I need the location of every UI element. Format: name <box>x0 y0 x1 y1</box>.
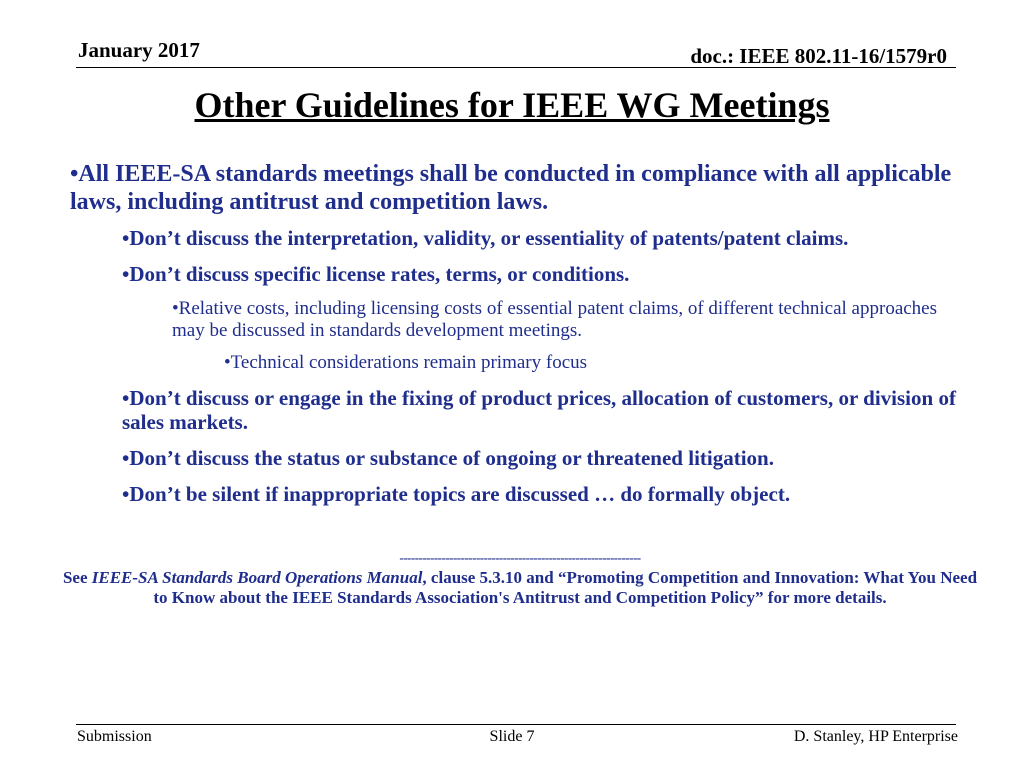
bullet-license-rates: •Don’t discuss specific license rates, terms, or conditions. <box>122 262 630 286</box>
header-rule <box>76 67 956 68</box>
bullet-object: •Don’t be silent if inappropriate topics are discussed … do formally object. <box>122 482 791 506</box>
bullet-compliance: •All IEEE-SA standards meetings shall be conducted in compliance with all applicable laws, including antitrust and competition laws. <box>70 161 952 215</box>
footer-slide-number: Slide 7 <box>489 728 535 745</box>
bullet-patents: •Don’t discuss the interpretation, validity, or essentiality of patents/patent claims. <box>122 226 849 250</box>
note-prefix: See <box>62 568 92 587</box>
reference-note <box>60 548 980 608</box>
bullet-pricing: •Don’t discuss or engage in the fixing of product prices, allocation of customers, or division of sales markets. <box>122 386 956 434</box>
header-doc-id: doc.: IEEE 802.11-16/1579r0 <box>690 44 947 68</box>
slide-body <box>70 160 970 518</box>
note-manual-title: IEEE-SA Standards Board Operations Manual <box>91 568 423 587</box>
header-date: January 2017 <box>78 38 200 62</box>
bullet-technical-focus: •Technical considerations remain primary focus <box>224 352 588 373</box>
note-rest: , clause 5.3.10 and “Promoting Competition and Innovation: What You Need to Know about the IEEE Standards Association's Antitrust and Competition Policy” for more details. <box>153 568 978 607</box>
footer-rule <box>76 724 956 725</box>
bullet-litigation: •Don’t discuss the status or substance of ongoing or threatened litigation. <box>122 446 774 470</box>
note-separator: --------------------------------------------------------------- <box>399 550 641 565</box>
footer-submission: Submission <box>77 728 152 745</box>
footer-author: D. Stanley, HP Enterprise <box>793 728 958 745</box>
slide-title: Other Guidelines for IEEE WG Meetings <box>194 85 830 125</box>
bullet-relative-costs: •Relative costs, including licensing costs of essential patent claims, of different technical approaches may be discussed in standards development meetings. <box>172 298 938 341</box>
